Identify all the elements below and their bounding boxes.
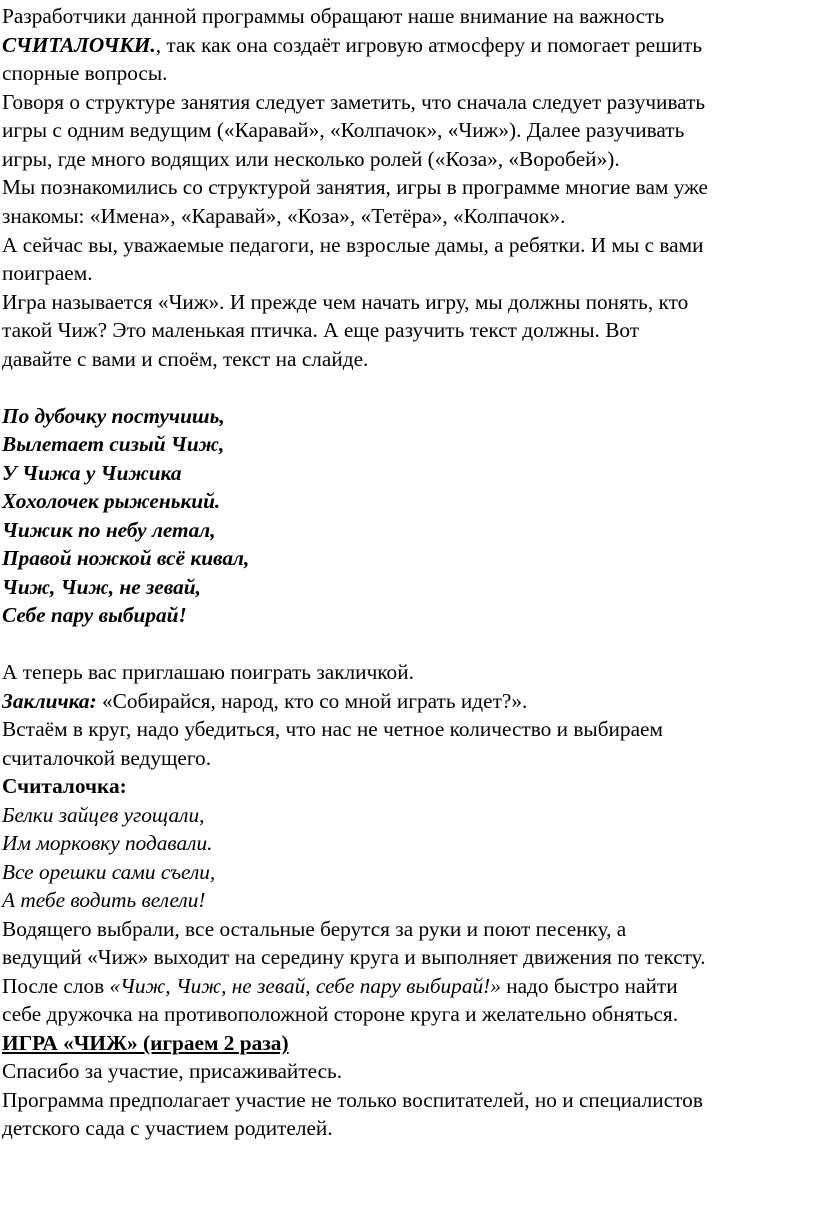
p2-line-1: Говоря о структуре занятия следует заметить, что сначала следует разучивать: [2, 90, 706, 114]
zaklichka-label: Закличка:: [2, 689, 97, 713]
song-line: Чижик по небу летал,: [2, 518, 216, 542]
song-line: Вылетает сизый Чиж,: [2, 432, 225, 456]
p5-line-2: такой Чиж? Это маленькая птичка. А еще разучить текст должны. Вот: [2, 318, 640, 342]
p2-line-2: игры с одним ведущим («Каравай», «Колпачок», «Чиж»). Далее разучивать: [2, 118, 685, 142]
song-line: Хохолочек рыженький.: [2, 489, 221, 513]
p8-line-3-end: надо быстро найти: [500, 974, 678, 998]
p8-line-1: Водящего выбрали, все остальные берутся за руки и поют песенку, а: [2, 917, 627, 941]
p4-line-2: поиграем.: [2, 261, 93, 285]
p10-line-2: детского сада с участием родителей.: [2, 1116, 333, 1140]
song-line: По дубочку постучишь,: [2, 404, 225, 428]
p1-line-2-rest: , так как она создаёт игровую атмосферу и помогает решить: [155, 33, 703, 57]
p8-line-4: себе дружочка на противоположной стороне круга и желательно обняться.: [2, 1002, 679, 1026]
counting-rhyme-line: А тебе водить велели!: [2, 888, 206, 912]
p10-line-1: Программа предполагает участие не только воспитателей, но и специалистов: [2, 1088, 703, 1112]
p9-line: Спасибо за участие, присаживайтесь.: [2, 1059, 343, 1083]
song-line: Чиж, Чиж, не зевай,: [2, 575, 201, 599]
p3-line-1: Мы познакомились со структурой занятия, игры в программе многие вам уже: [2, 175, 708, 199]
p8-line-3-start: После слов: [2, 974, 110, 998]
p6-line: А теперь вас приглашаю поиграть закличкой.: [2, 660, 414, 684]
p1-line-2: [2, 31, 702, 60]
counting-rhyme-line: Им морковку подавали.: [2, 831, 213, 855]
song-line: Правой ножкой всё кивал,: [2, 546, 250, 570]
song-line: У Чижа у Чижика: [2, 461, 182, 485]
p1-line-1: Разработчики данной программы обращают наше внимание на важность: [2, 4, 665, 28]
song-line: Себе пару выбирай!: [2, 603, 187, 627]
p3-line-2: знакомы: «Имена», «Каравай», «Коза», «Тетёра», «Колпачок».: [2, 204, 566, 228]
p4-line-1: А сейчас вы, уважаемые педагоги, не взрослые дамы, а ребятки. И мы с вами: [2, 233, 704, 257]
p5-line-3: давайте с вами и споём, текст на слайде.: [2, 347, 369, 371]
zaklichka-line: [2, 687, 527, 716]
p7-line-1: Встаём в круг, надо убедиться, что нас не четное количество и выбираем: [2, 717, 663, 741]
p1-line-3: спорные вопросы.: [2, 61, 168, 85]
p8-quote: «Чиж, Чиж, не зевай, себе пару выбирай!»: [109, 974, 501, 998]
counting-rhyme-line: Белки зайцев угощали,: [2, 803, 205, 827]
p8-line-3: [2, 972, 678, 1001]
counting-rhyme-line: Все орешки сами съели,: [2, 860, 216, 884]
p7-line-2: считалочкой ведущего.: [2, 746, 212, 770]
p2-line-3: игры, где много водящих или несколько ролей («Коза», «Воробей»).: [2, 147, 620, 171]
game-heading: ИГРА «ЧИЖ» (играем 2 раза): [2, 1031, 289, 1055]
p8-line-2: ведущий «Чиж» выходит на середину круга и выполняет движения по тексту.: [2, 945, 706, 969]
schitalochki-emphasis: СЧИТАЛОЧКИ.: [2, 33, 156, 57]
zaklichka-text: «Собирайся, народ, кто со мной играть идет?».: [96, 689, 528, 713]
schitalochka-title: Считалочка:: [2, 774, 127, 798]
p5-line-1: Игра называется «Чиж». И прежде чем начать игру, мы должны понять, кто: [2, 290, 689, 314]
